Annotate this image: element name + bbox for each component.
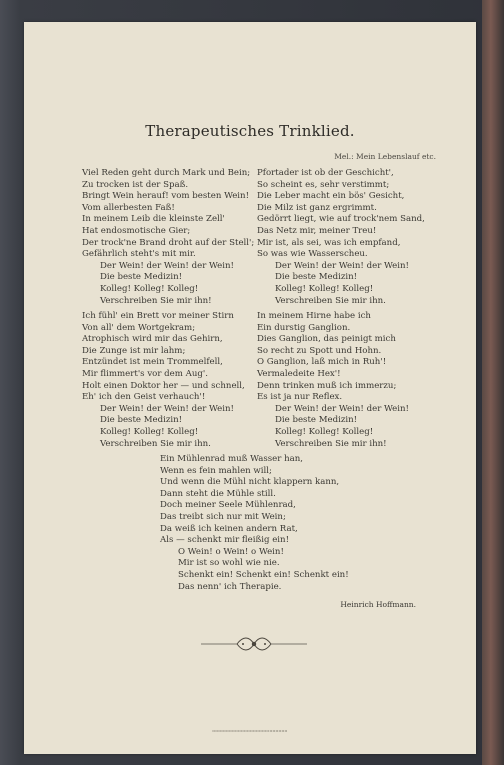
verse-line: Als — schenkt mir fleißig ein! [160, 535, 290, 546]
document-page [24, 22, 476, 754]
verse-line: Zu trocken ist der Spaß. [82, 179, 189, 190]
verse-line: Verschreiben Sie mir ihn. [275, 295, 386, 306]
printer-imprint: ▫▫▫▫▫▫▫▫▫▫▫▫▫▫▫▫▫▫▫▫▫▫▫▫▫ [212, 728, 288, 733]
verse-line: Hat endosmotische Gier; [82, 225, 191, 236]
verse-line: Der trock'ne Brand droht auf der Stell'; [82, 237, 255, 248]
verse-line: Das Netz mir, meiner Treu! [257, 225, 377, 236]
verse-line: Kolleg! Kolleg! Kolleg! [100, 283, 199, 294]
verse-line: Ein durstig Ganglion. [257, 322, 351, 333]
verse-line: Der Wein! der Wein! der Wein! [275, 403, 409, 414]
verse-line: So recht zu Spott und Hohn. [257, 345, 382, 356]
verse-line: Die Leber macht ein bös' Gesicht, [257, 191, 405, 202]
verse-line: Der Wein! der Wein! der Wein! [275, 260, 409, 271]
stanza-2-left [82, 311, 245, 450]
verse-line: Denn trinken muß ich immerzu; [257, 380, 397, 391]
verse-line: Schenkt ein! Schenkt ein! Schenkt ein! [178, 569, 349, 580]
verse-line: Gedörrt liegt, wie auf trock'nem Sand, [257, 214, 425, 225]
vignette-ornament-icon [199, 632, 309, 656]
verse-line: Da weiß ich keinen andern Rat, [160, 523, 298, 534]
verse-line: Verschreiben Sie mir ihn! [100, 295, 212, 306]
verse-line: Doch meiner Seele Mühlenrad, [160, 500, 296, 511]
verse-line: Vom allerbesten Faß! [82, 202, 175, 213]
verse-line: Mir ist so wohl wie nie. [178, 558, 280, 569]
verse-line: Vermaledeite Hex'! [257, 368, 341, 379]
stanza-1-left [82, 168, 254, 307]
verse-line: Dies Ganglion, das peinigt mich [257, 334, 396, 345]
verse-line: Die Milz ist ganz ergrimmt. [257, 202, 377, 213]
verse-line: Gefährlich steht's mit mir. [82, 249, 196, 260]
verse-line: Kolleg! Kolleg! Kolleg! [275, 426, 374, 437]
verse-line: Wenn es fein mahlen will; [160, 465, 272, 476]
verse-line: Die beste Medizin! [100, 415, 183, 426]
verse-line: Mir flimmert's vor dem Aug'. [82, 368, 208, 379]
verse-line: Und wenn die Mühl nicht klappern kann, [160, 477, 340, 488]
verse-line: Von all' dem Wortgekram; [82, 322, 196, 333]
verse-line: Die Zunge ist mir lahm; [82, 345, 186, 356]
verse-line: Der Wein! der Wein! der Wein! [100, 403, 234, 414]
verse-line: Der Wein! der Wein! der Wein! [100, 260, 234, 271]
verse-line: Kolleg! Kolleg! Kolleg! [275, 283, 374, 294]
verse-line: Bringt Wein herauf! vom besten Wein! [82, 191, 250, 202]
verse-line: Verschreiben Sie mir ihn! [275, 438, 387, 449]
binding-edge [482, 0, 504, 765]
verse-line: Es ist ja nur Reflex. [257, 392, 343, 403]
verse-line: Eh' ich den Geist verhauch'! [82, 392, 206, 403]
verse-line: Entzündet ist mein Trommelfell, [82, 357, 223, 368]
stanza-2-right [257, 311, 409, 450]
verse-line: Ein Mühlenrad muß Wasser han, [160, 454, 304, 464]
poem-title: Therapeutisches Trinklied. [145, 122, 355, 140]
verse-line: So was wie Wasserscheu. [257, 249, 368, 260]
verse-line: Das nenn' ich Therapie. [178, 581, 282, 592]
verse-line: Dann steht die Mühle still. [160, 488, 276, 499]
verse-line: Die beste Medizin! [275, 415, 358, 426]
verse-line: Die beste Medizin! [100, 272, 183, 283]
melody-note: Mel.: Mein Lebenslauf etc. [334, 152, 436, 161]
verse-line: O Ganglion, laß mich in Ruh'! [257, 357, 387, 368]
stanza-1-right [257, 168, 425, 307]
verse-line: So scheint es, sehr verstimmt; [257, 179, 390, 190]
stanza-3-center [160, 454, 349, 593]
verse-line: Die beste Medizin! [275, 272, 358, 283]
verse-line: Atrophisch wird mir das Gehirn, [82, 334, 223, 345]
verse-line: In meinem Hirne habe ich [257, 311, 371, 321]
verse-line: Verschreiben Sie mir ihn. [100, 438, 211, 449]
verse-line: Pfortader ist ob der Geschicht', [257, 168, 394, 178]
author-signature: Heinrich Hoffmann. [340, 600, 416, 609]
verse-line: Mir ist, als sei, was ich empfand, [257, 237, 401, 248]
verse-line: Holt einen Doktor her — und schnell, [82, 380, 245, 391]
verse-line: Kolleg! Kolleg! Kolleg! [100, 426, 199, 437]
verse-line: Viel Reden geht durch Mark und Bein; [82, 168, 251, 178]
verse-line: Das treibt sich nur mit Wein; [160, 511, 286, 522]
verse-line: In meinem Leib die kleinste Zell' [82, 214, 225, 225]
verse-line: O Wein! o Wein! o Wein! [178, 546, 284, 557]
verse-line: Ich fühl' ein Brett vor meiner Stirn [82, 311, 234, 321]
